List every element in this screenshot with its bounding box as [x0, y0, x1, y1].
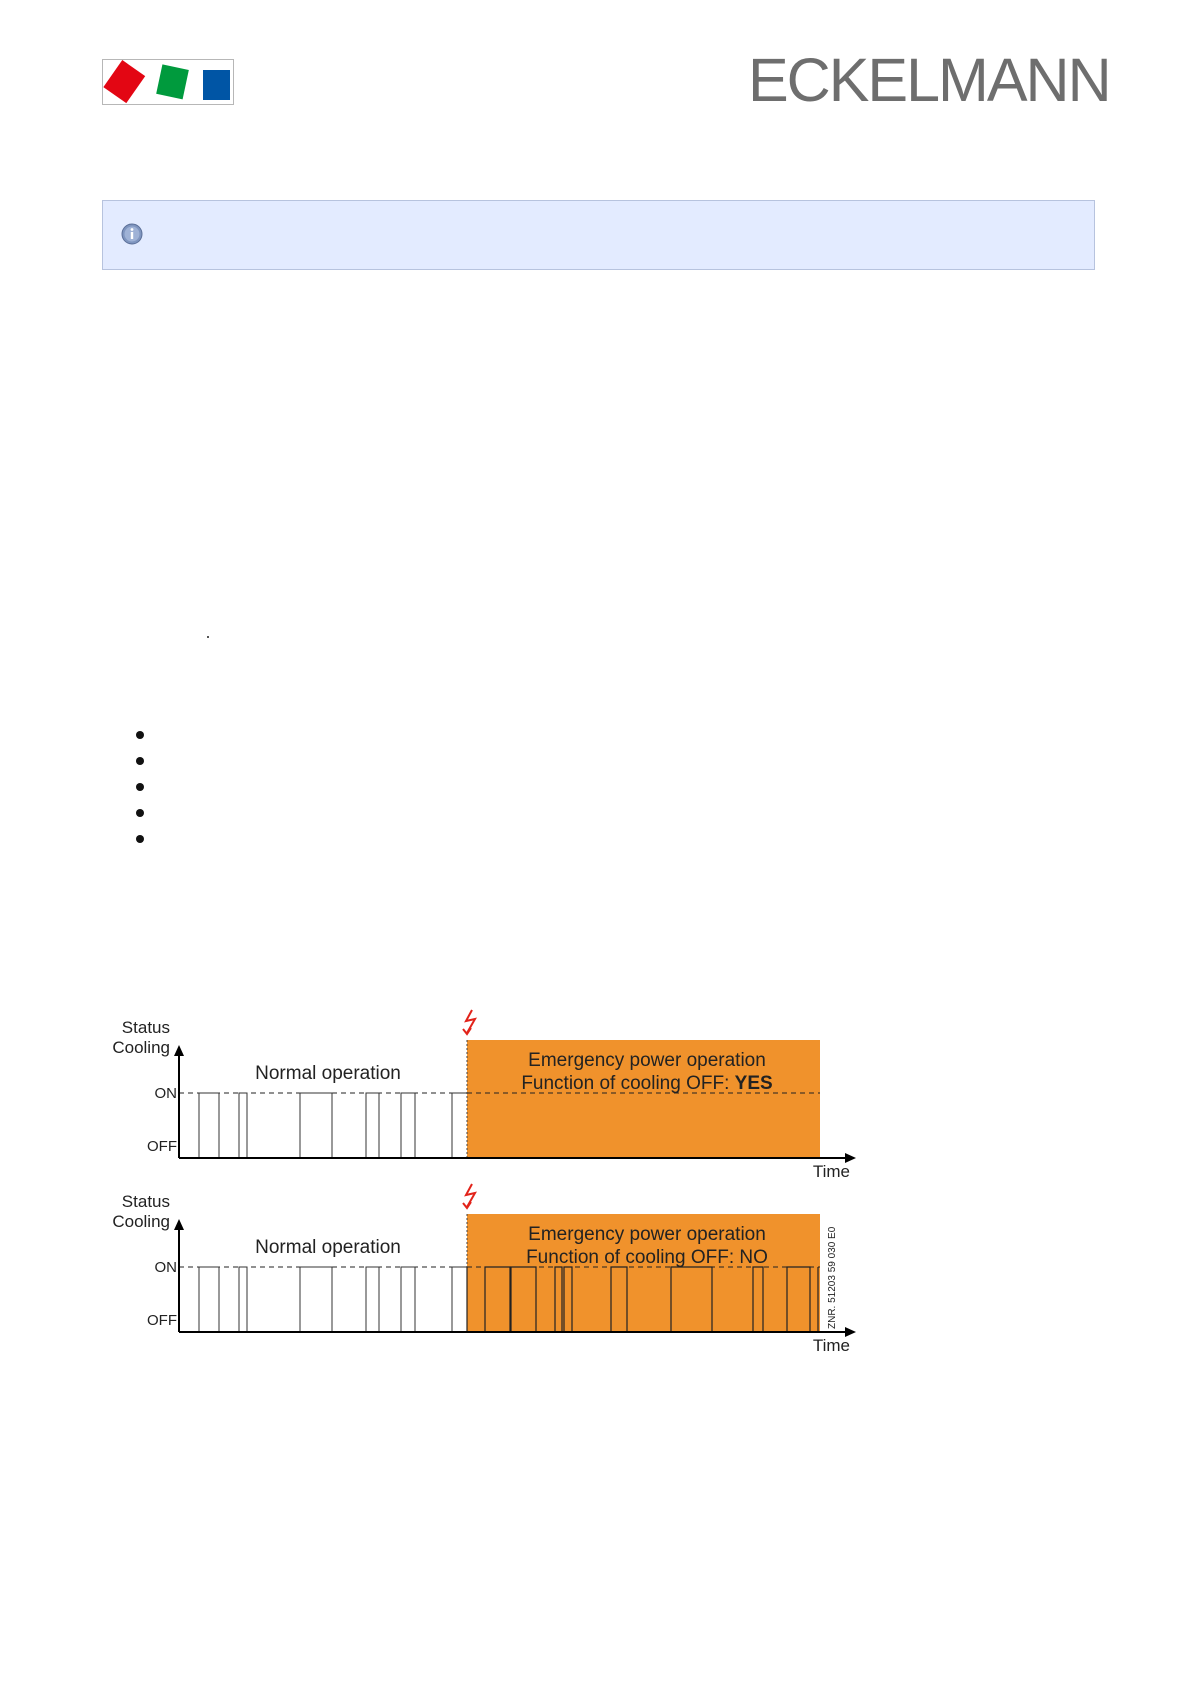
- status-axis-arrow: [174, 1219, 184, 1230]
- bullet-dot: [136, 731, 144, 739]
- y-axis-label-status: Status: [121, 1192, 170, 1211]
- timing-panel-no: [112, 1184, 856, 1355]
- logo-green-diamond: [156, 64, 189, 99]
- y-axis-label-status: Status: [121, 1018, 170, 1037]
- y-axis-label-cooling: Cooling: [112, 1038, 170, 1057]
- cooling-timing-diagram: [100, 1005, 860, 1365]
- normal-pulses: [199, 1267, 467, 1332]
- normal-pulses: [199, 1093, 467, 1158]
- bullet-dot: [136, 835, 144, 843]
- timing-panel-yes: [112, 1010, 856, 1181]
- info-icon: [121, 223, 143, 245]
- normal-operation-label: Normal operation: [255, 1063, 401, 1084]
- drawing-reference-code: ZNR. 51203 59 030 E0: [827, 1226, 838, 1329]
- cooling-off-prefix: Function of cooling OFF:: [521, 1073, 735, 1094]
- lightning-icon: [463, 1184, 475, 1208]
- cooling-off-value: YES: [734, 1073, 773, 1094]
- bullet-dot: [136, 757, 144, 765]
- emergency-operation-label: Emergency power operation: [528, 1050, 766, 1071]
- y-axis-label-cooling: Cooling: [112, 1212, 170, 1231]
- cooling-off-prefix: Function of cooling OFF:: [526, 1247, 740, 1268]
- status-axis-arrow: [174, 1045, 184, 1056]
- cooling-off-function-label: [526, 1247, 768, 1268]
- stray-dot: [207, 636, 209, 638]
- logo-blue-square: [203, 70, 230, 100]
- cooling-off-function-label: [521, 1073, 772, 1094]
- x-axis-label: Time: [812, 1162, 850, 1181]
- off-label: OFF: [147, 1138, 177, 1155]
- normal-operation-label: Normal operation: [255, 1237, 401, 1258]
- off-label: OFF: [147, 1312, 177, 1329]
- bullet-dot: [136, 809, 144, 817]
- info-box: [102, 200, 1095, 270]
- brand-name: ECKELMANN: [748, 46, 1110, 114]
- bullet-dot: [136, 783, 144, 791]
- logo-red-diamond: [103, 60, 145, 103]
- cooling-off-value: NO: [739, 1247, 768, 1268]
- lightning-icon: [463, 1010, 475, 1034]
- x-axis-label: Time: [812, 1336, 850, 1355]
- on-label: ON: [154, 1085, 177, 1102]
- company-logo: [102, 59, 234, 105]
- emergency-operation-label: Emergency power operation: [528, 1224, 766, 1245]
- on-label: ON: [154, 1259, 177, 1276]
